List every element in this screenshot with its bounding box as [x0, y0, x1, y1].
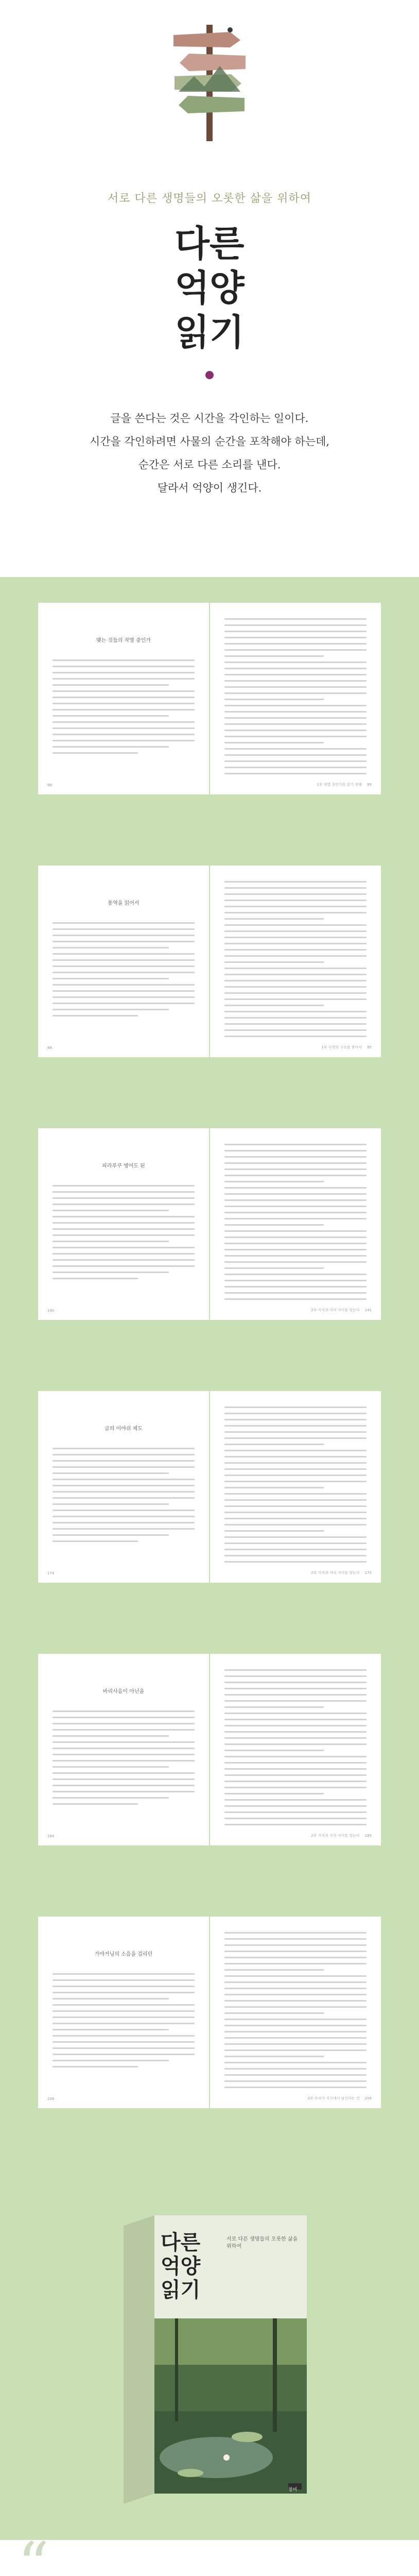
book-page-right	[210, 866, 381, 1057]
hero-section	[0, 0, 419, 608]
body-text-lines	[224, 881, 366, 1042]
open-quote-icon: “	[18, 2530, 49, 2576]
book-page-left	[38, 1917, 209, 2108]
book-page-right	[210, 1654, 381, 1845]
book-page-left	[38, 1654, 209, 1845]
body-text-lines	[224, 1406, 366, 1567]
intro-line: 순간은 서로 다른 소리를 낸다.	[138, 459, 281, 471]
page-number: 98	[47, 783, 52, 787]
page-number: 140	[47, 1309, 55, 1313]
running-footer: 2부 지식과 지식 사이를 잇는다	[311, 1308, 360, 1312]
body-text-lines	[53, 922, 195, 1021]
hero-title	[0, 222, 419, 354]
page-footer	[311, 1570, 372, 1575]
hero-title-line: 다른	[174, 222, 245, 265]
body-text-lines	[53, 1448, 195, 1547]
book-title	[161, 2231, 222, 2302]
body-text-lines	[224, 618, 366, 779]
body-text-lines	[53, 1710, 195, 1809]
page-number: 174	[47, 1571, 55, 1575]
book-page-right	[210, 1128, 381, 1320]
page-number: 95	[367, 1045, 372, 1049]
page-number: 209	[364, 2096, 372, 2100]
book-spread	[38, 1128, 381, 1320]
book-page-left	[38, 1128, 209, 1320]
chapter-title: 피라루쿠 병어도 된	[102, 1163, 145, 1169]
quote-section	[0, 2530, 419, 2576]
book-title-line: 읽기	[161, 2278, 201, 2302]
page-footer	[321, 1045, 372, 1050]
hero-title-line: 억양	[174, 266, 245, 309]
chapter-title: 가야거닝의 소음을 걸리던	[94, 1952, 153, 1957]
running-footer: 1부 수학의 구조를 찾아서	[321, 1045, 362, 1049]
book-spread	[38, 866, 381, 1057]
intro-text	[0, 407, 419, 500]
book-title-line: 다른	[161, 2230, 201, 2255]
intro-line: 달라서 억양이 생긴다.	[157, 482, 262, 494]
body-text-lines	[224, 1669, 366, 1830]
page-number: 88	[47, 1046, 52, 1050]
chapter-title: 통역을 읽어서	[108, 901, 139, 906]
page-footer	[311, 1308, 372, 1313]
page-footer	[317, 782, 372, 787]
book-page-left	[38, 603, 209, 794]
book-page-right	[210, 1917, 381, 2108]
chapter-title: 바리사음이 아닌을	[102, 1689, 145, 1694]
page-number: 208	[47, 2097, 55, 2101]
book-page-right	[210, 603, 381, 794]
chapter-title: 맺는 것들의 작별 중인가	[96, 638, 151, 643]
book-publisher: 창비	[288, 2487, 298, 2493]
chapter-title: 글의 이야쉬 제도	[104, 1426, 143, 1432]
page-number: 185	[364, 1834, 372, 1838]
body-text-lines	[224, 1932, 366, 2093]
book-tagline: 서로 다른 생명들의 오롯한 삶을 위하여	[226, 2236, 298, 2249]
signpost-illustration	[168, 14, 251, 143]
page-footer	[307, 2096, 372, 2101]
intro-line: 시간을 각인하려면 사물의 순간을 포착해야 하는데,	[89, 435, 330, 448]
page-footer	[311, 1833, 372, 1838]
book-page-left	[38, 1391, 209, 1583]
book-title-line: 억양	[161, 2254, 201, 2278]
intro-line: 글을 쓴다는 것은 시간을 각인하는 일이다.	[110, 412, 309, 425]
book-spread	[38, 1391, 381, 1583]
page-number: 184	[47, 1834, 55, 1838]
body-text-lines	[53, 659, 195, 758]
hero-title-line: 읽기	[174, 311, 245, 353]
book-spread	[38, 603, 381, 794]
book-page-right	[210, 1391, 381, 1583]
running-footer: 2부 지식과 지식 사이를 잇는다	[311, 1571, 360, 1575]
body-text-lines	[53, 1973, 195, 2072]
book-spread	[38, 1917, 381, 2108]
page-number: 175	[364, 1571, 372, 1575]
body-text-lines	[53, 1185, 195, 1284]
running-footer: 3부 우리가 지구에서 남긴다는 것	[307, 2096, 360, 2100]
body-text-lines	[224, 1144, 366, 1304]
book-spread	[38, 1654, 381, 1845]
book-page-left	[38, 866, 209, 1057]
hero-subtitle: 서로 다른 생명들의 오롯한 삶을 위하여	[108, 192, 311, 205]
page-number: 99	[367, 783, 372, 787]
accent-dot	[205, 371, 214, 379]
running-footer: 2부 지식과 지식 사이를 잇는다	[311, 1834, 360, 1838]
page-number: 141	[364, 1308, 372, 1312]
running-footer: 1부 작별 중인가를 읽기 위해	[317, 783, 362, 787]
book-cover-section	[0, 2200, 419, 2540]
page-spreads-section	[0, 577, 419, 2200]
